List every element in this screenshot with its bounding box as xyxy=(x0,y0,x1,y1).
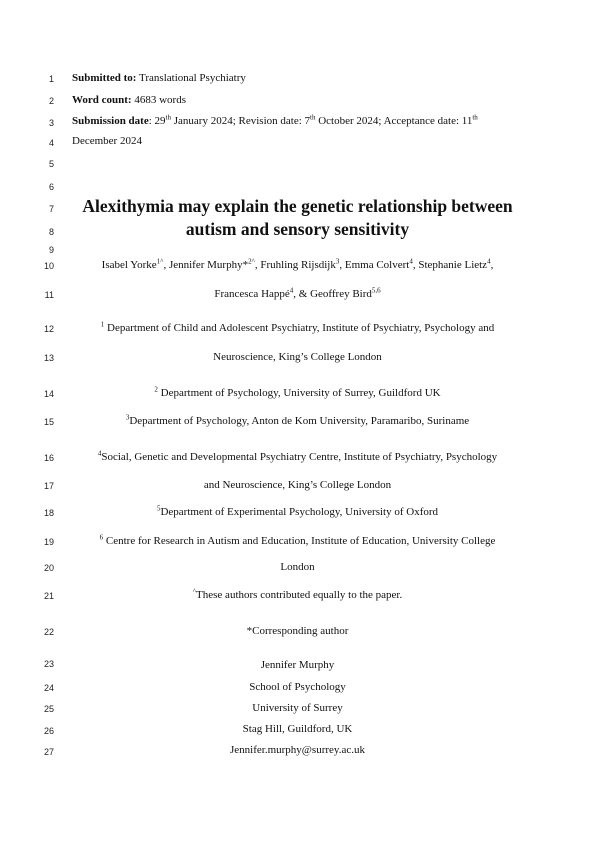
line-number: 27 xyxy=(43,747,54,757)
line-number: 14 xyxy=(43,389,54,399)
author-name: Stephanie Lietz xyxy=(418,259,488,271)
affiliation-text: Department of Psychology, Anton de Kom University, Paramaribo, Suriname xyxy=(129,415,470,427)
line-number: 22 xyxy=(43,627,54,637)
author-list xyxy=(60,259,535,272)
acceptance-date-continuation: December 2024 xyxy=(72,135,142,147)
author-sup: 4 xyxy=(289,286,294,295)
author-list-continuation xyxy=(60,288,535,301)
line-number: 4 xyxy=(48,138,54,148)
affiliation-2 xyxy=(60,387,535,400)
submission-date-text: : 29 xyxy=(148,115,166,127)
corresponding-author-department: School of Psychology xyxy=(249,681,346,693)
author-sup: 1^ xyxy=(156,257,164,266)
affiliation-3 xyxy=(60,415,535,428)
line-number: 11 xyxy=(44,290,54,300)
affiliation-4 xyxy=(60,451,535,464)
affiliation-sup: 3 xyxy=(125,413,130,422)
affiliation-sup: 2 xyxy=(154,385,158,394)
affiliation-text: Social, Genetic and Developmental Psychiatry Centre, Institute of Psychiatry, Psychology xyxy=(101,451,498,463)
line-number: 1 xyxy=(48,74,54,84)
line-number: 20 xyxy=(43,563,54,573)
line-number: 5 xyxy=(48,159,54,169)
line-number: 16 xyxy=(43,453,54,463)
affiliation-sup: 4 xyxy=(97,449,102,458)
affiliation-sup: 6 xyxy=(99,533,104,542)
author-separator: , xyxy=(254,259,261,271)
word-count-line xyxy=(72,94,186,107)
author-sup: 5,6 xyxy=(371,286,381,295)
author-sup: 4 xyxy=(409,257,413,266)
corresponding-author-email: Jennifer.murphy@surrey.ac.uk xyxy=(230,744,365,756)
line-number: 6 xyxy=(48,182,54,192)
author-name: Jennifer Murphy* xyxy=(168,259,249,271)
line-number: 19 xyxy=(43,537,54,547)
line-number: 9 xyxy=(48,245,54,255)
author-separator: , xyxy=(412,259,419,271)
line-number: 3 xyxy=(48,118,54,128)
author-name: Geoffrey Bird xyxy=(310,288,372,300)
line-number: 25 xyxy=(43,704,54,714)
line-number: 2 xyxy=(48,96,54,106)
paper-title-line2: autism and sensory sensitivity xyxy=(185,219,410,239)
corresponding-author-university: University of Surrey xyxy=(252,702,343,714)
submitted-to-value: Translational Psychiatry xyxy=(136,72,246,84)
acceptance-date-text: October 2024; Acceptance date: 11 xyxy=(315,115,473,127)
line-number: 7 xyxy=(48,204,54,214)
equal-contribution-sup: ^ xyxy=(192,587,197,596)
author-sup: 2^ xyxy=(248,257,255,266)
equal-contribution-text: These authors contributed equally to the paper. xyxy=(196,589,403,601)
affiliation-text: Department of Child and Adolescent Psychiatry, Institute of Psychiatry, Psychology and xyxy=(104,322,495,334)
author-name: Francesca Happé xyxy=(214,288,290,300)
line-number: 17 xyxy=(43,481,54,491)
line-number: 24 xyxy=(43,683,54,693)
affiliation-text: Department of Experimental Psychology, University of Oxford xyxy=(160,506,439,518)
line-number: 18 xyxy=(43,508,54,518)
affiliation-6-continuation: London xyxy=(280,561,315,573)
revision-date-text: January 2024; Revision date: 7 xyxy=(171,115,311,127)
line-number: 23 xyxy=(43,659,54,669)
affiliation-text: Centre for Research in Autism and Education, Institute of Education, University College xyxy=(103,535,496,547)
corresponding-author-address: Stag Hill, Guildford, UK xyxy=(242,723,353,735)
corresponding-author-name: Jennifer Murphy xyxy=(260,659,335,671)
affiliation-5 xyxy=(60,506,535,519)
affiliation-1 xyxy=(60,322,535,335)
line-number: 21 xyxy=(43,591,54,601)
author-separator: , & xyxy=(293,288,311,300)
submitted-to-line xyxy=(72,72,246,85)
submission-date-line xyxy=(72,115,478,128)
equal-contribution-note xyxy=(60,589,535,602)
line-number: 12 xyxy=(43,324,54,334)
affiliation-text: Department of Psychology, University of Surrey, Guildford UK xyxy=(157,387,441,399)
author-separator: , xyxy=(163,259,169,271)
author-name: Emma Colvert xyxy=(344,259,410,271)
paper-title-line1: Alexithymia may explain the genetic relationship between xyxy=(82,196,513,216)
affiliation-1-continuation: Neuroscience, King’s College London xyxy=(213,351,382,363)
word-count-value: 4683 words xyxy=(131,94,186,106)
affiliation-sup: 1 xyxy=(100,320,105,329)
affiliation-sup: 5 xyxy=(156,504,161,513)
submission-date-label: Submission date xyxy=(72,115,149,127)
author-separator: , xyxy=(490,259,494,271)
author-name: Fruhling Rijsdijk xyxy=(260,259,336,271)
line-number: 8 xyxy=(48,227,54,237)
affiliation-6 xyxy=(60,535,535,548)
line-number: 15 xyxy=(43,417,54,427)
author-separator: , xyxy=(339,259,345,271)
corresponding-author-heading: *Corresponding author xyxy=(246,625,349,637)
author-name: Isabel Yorke xyxy=(101,259,157,271)
affiliation-4-continuation: and Neuroscience, King’s College London xyxy=(203,479,392,491)
ordinal-suffix: th xyxy=(472,113,478,122)
line-number: 26 xyxy=(43,726,54,736)
word-count-label: Word count: xyxy=(72,94,132,106)
line-number: 10 xyxy=(43,261,54,271)
submitted-to-label: Submitted to: xyxy=(72,72,137,84)
author-sup: 3 xyxy=(335,257,340,266)
ordinal-suffix: th xyxy=(310,113,316,122)
author-sup: 4 xyxy=(487,257,491,266)
line-number: 13 xyxy=(43,353,54,363)
ordinal-suffix: th xyxy=(165,113,171,122)
